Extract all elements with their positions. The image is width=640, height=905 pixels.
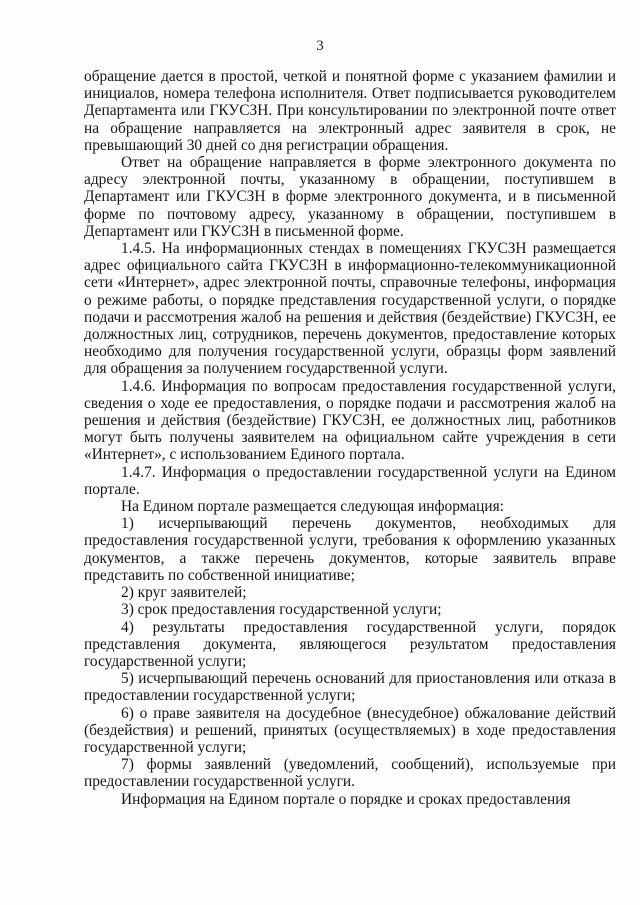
- paragraph: 1.4.6. Информация по вопросам предоставления государственной услуги, сведения о ходе ее предоставления, о порядке подачи и рассмотрения жалоб на решения и действия (бездействие) ГКУСЗН, ее должностных лиц, работников могут быть получены заявителем на официальном сайте учреждения в сети «Интернет», с использованием Единого портала.: [84, 377, 616, 464]
- document-body: [84, 68, 616, 808]
- list-item: 6) о праве заявителя на досудебное (внесудебное) обжалование действий (бездействия) и решений, принятых (осуществляемых) в ходе предоставления государственной услуги;: [84, 704, 616, 756]
- list-item: 1) исчерпывающий перечень документов, необходимых для предоставления государственной услуги, требования к оформлению указанных документов, а также перечень документов, которые заявитель вправе представить по собственной инициативе;: [84, 515, 616, 584]
- list-item: 2) круг заявителей;: [121, 584, 247, 602]
- paragraph: Ответ на обращение направляется в форме электронного документа по адресу электронной почты, указанному в обращении, поступившем в Департамент или ГКУСЗН в форме электронного документа, и в письменной форме по почтовому адресу, указанному в обращении, поступившем в Департамент или ГКУСЗН в письменной форме.: [84, 154, 616, 240]
- list-item: 5) исчерпывающий перечень оснований для приостановления или отказа в предоставлении государственной услуги;: [84, 670, 616, 705]
- list-item: 7) формы заявлений (уведомлений, сообщений), используемые при предоставлении государственной услуги.: [84, 756, 616, 791]
- paragraph: 1.4.7. Информация о предоставлении государственной услуги на Едином портале.: [84, 463, 616, 498]
- paragraph: обращение дается в простой, четкой и понятной форме с указанием фамилии и инициалов, номера телефона исполнителя. Ответ подписывается руководителем Департамента или ГКУСЗН. При консультировании по электронной почте ответ на обращение направляется на электронный адрес заявителя в срок, не превышающий 30 дней со дня регистрации обращения.: [84, 68, 616, 154]
- paragraph: На Едином портале размещается следующая информация:: [121, 498, 504, 516]
- list-item: 3) срок предоставления государственной услуги;: [121, 601, 442, 619]
- paragraph: 1.4.5. На информационных стендах в помещениях ГКУСЗН размещается адрес официального сайта ГКУСЗН в информационно-телекоммуникационной сети «Интернет», адрес электронной почты, справочные телефоны, информация о режиме работы, о порядке представления государственной услуги, о порядке подачи и рассмотрения жалоб на решения и действия (бездействие) ГКУСЗН, ее должностных лиц, сотрудников, перечень документов, предоставление которых необходимо для получения государственной услуги, образцы форм заявлений для обращения за получением государственной услуги.: [84, 240, 616, 378]
- paragraph: Информация на Едином портале о порядке и сроках предоставления: [121, 790, 571, 808]
- list-item: 4) результаты предоставления государственной услуги, порядок представления документа, являющегося результатом предоставления государственной услуги;: [84, 618, 616, 670]
- page-number: 3: [316, 38, 324, 54]
